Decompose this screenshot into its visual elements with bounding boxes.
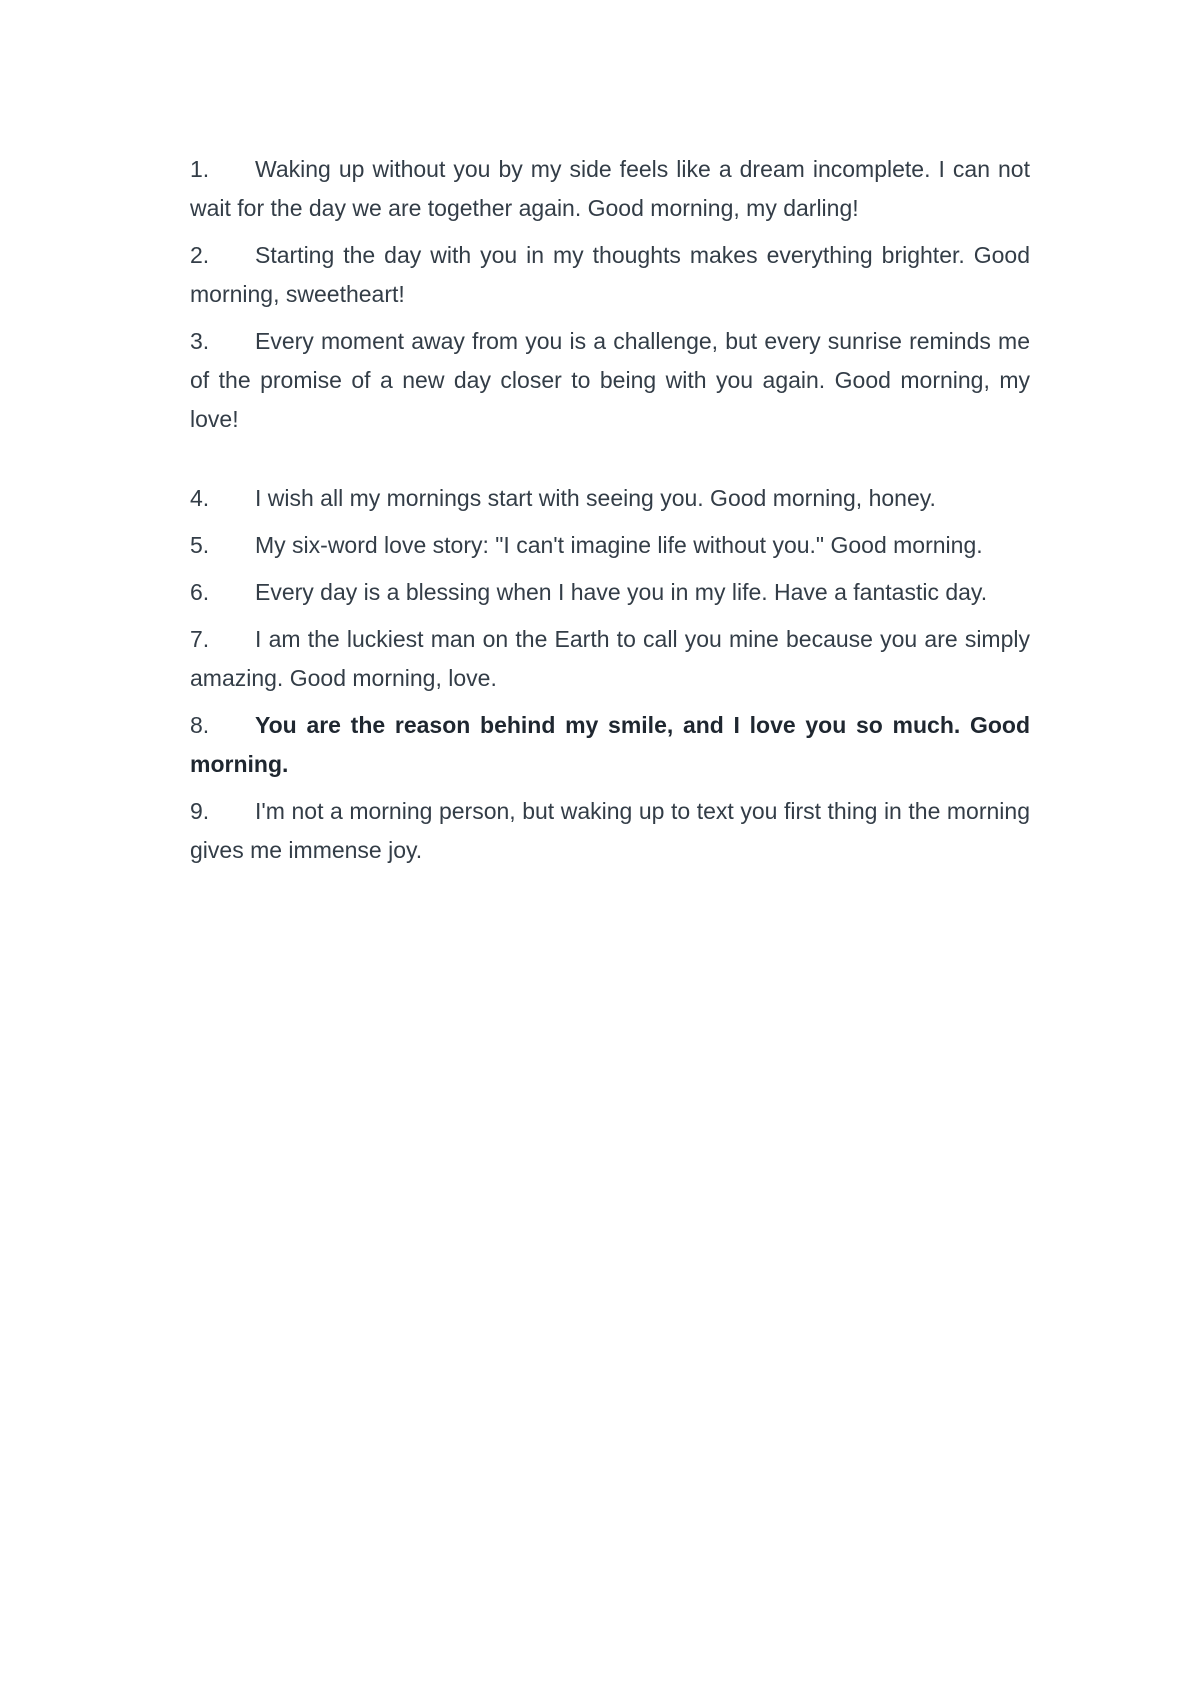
message-list	[190, 150, 1030, 878]
item-text: Every day is a blessing when I have you in my life. Have a fantastic day.	[255, 579, 988, 605]
list-item	[190, 236, 1030, 314]
item-text: Waking up without you by my side feels like a dream incomplete. I can not wait for the day we are together again. Good morning, my darling!	[190, 156, 1030, 221]
item-number: 8.	[190, 712, 210, 738]
list-item	[190, 322, 1030, 439]
item-text: Starting the day with you in my thoughts makes everything brighter. Good morning, sweetheart!	[190, 242, 1030, 307]
item-number: 1.	[190, 156, 210, 182]
item-number: 5.	[190, 532, 210, 558]
list-item	[190, 706, 1030, 784]
item-text: I wish all my mornings start with seeing you. Good morning, honey.	[255, 485, 936, 511]
item-number: 6.	[190, 579, 210, 605]
list-item	[190, 573, 1030, 612]
item-text: Every moment away from you is a challenge, but every sunrise reminds me of the promise of a new day closer to being with you again. Good morning, my love!	[190, 328, 1030, 432]
item-number: 2.	[190, 242, 210, 268]
list-item	[190, 479, 1030, 518]
list-item	[190, 620, 1030, 698]
item-text: My six-word love story: "I can't imagine life without you." Good morning.	[255, 532, 983, 558]
item-text: I am the luckiest man on the Earth to call you mine because you are simply amazing. Good morning, love.	[190, 626, 1030, 691]
item-number: 7.	[190, 626, 210, 652]
item-number: 3.	[190, 328, 210, 354]
list-item	[190, 792, 1030, 870]
item-text-bold: You are the reason behind my smile, and I love you so much. Good morning.	[190, 712, 1030, 777]
item-number: 4.	[190, 485, 210, 511]
item-text: I'm not a morning person, but waking up to text you first thing in the morning gives me immense joy.	[190, 798, 1030, 863]
item-number: 9.	[190, 798, 210, 824]
list-item	[190, 526, 1030, 565]
list-item	[190, 150, 1030, 228]
